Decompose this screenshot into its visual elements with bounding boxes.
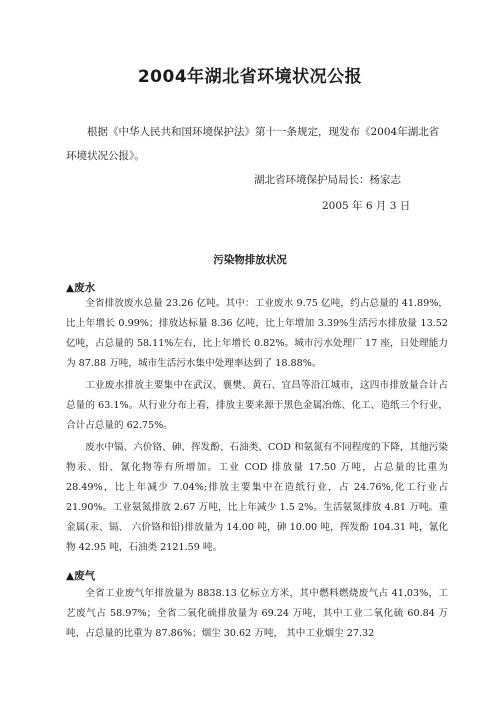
- waste-gas-heading: ▲废气: [66, 570, 96, 582]
- section-title: 污染物排放状况: [213, 254, 287, 266]
- document-title: 2004年湖北省环境状况公报: [137, 67, 363, 87]
- publish-date: 2005 年 6 月 3 日: [322, 200, 411, 212]
- wastewater-paragraph-3: 废水中镉、六价铬、砷、挥发酚、石油类、COD 和氨氮有不同程度的下降，其他污染物汞、铅、氰化物等有所增加。工业 COD 排放量 17.50 万吨，占总量的比重为 28.49%，比上年减少 7.04%;排放主要集中在造纸行业，占 24.76%,化工行业占 21.90%。工业氨氮排放 2.67 万吨，比上年减少 1.5 2%。生活氨氮排放 4.81 万吨。重金属(汞、镉、 六价铬和铅)排放量为 14.00 吨，砷 10.00 吨，挥发酚 104.31 吨，氰化物 42.95 吨，石油类 2121.59 吨。: [66, 442, 448, 553]
- wastewater-heading: ▲废水: [66, 282, 96, 294]
- wastewater-paragraph-2: 工业废水排放主要集中在武汉、襄樊、黄石、宜昌等沿江城市，这四市排放量合计占总量的 63.1%。从行业分布上看，排放主要来源于黑色金属冶炼、化工、造纸三个行业，合计占总量的 62.75%。: [66, 380, 448, 431]
- signer-line: 湖北省环境保护局局长：杨家志: [254, 174, 401, 186]
- wastewater-paragraph-1: 全省排放废水总量 23.26 亿吨。其中：工业废水 9.75 亿吨，约占总量的 41.89%，比上年增长 0.99%；排放达标量 8.36 亿吨，比上年增加 3.39%生活污水排放量 13.52 亿吨，占总量的 58.11%左右，比上年增长 0.82%。城市污水处理厂 17 座，日处理能力为 87.88 万吨，城市生活污水集中处理率达到了 18.88%。: [66, 298, 448, 369]
- intro-paragraph: 根据《中华人民共和国环境保护法》第十一条规定，现发布《2004年湖北省环境状况公报》。: [66, 126, 440, 162]
- waste-gas-paragraph-1: 全省工业废气年排放量为 8838.13 亿标立方米，其中燃料燃烧废气占 41.03%，工艺废气占 58.97%；全省二氧化硫排放量为 69.24 万吨，其中工业二氧化硫 60.84 万吨，占总量的比重为 87.86%；烟尘 30.62 万吨， 其中工业烟尘 27.32: [66, 588, 448, 639]
